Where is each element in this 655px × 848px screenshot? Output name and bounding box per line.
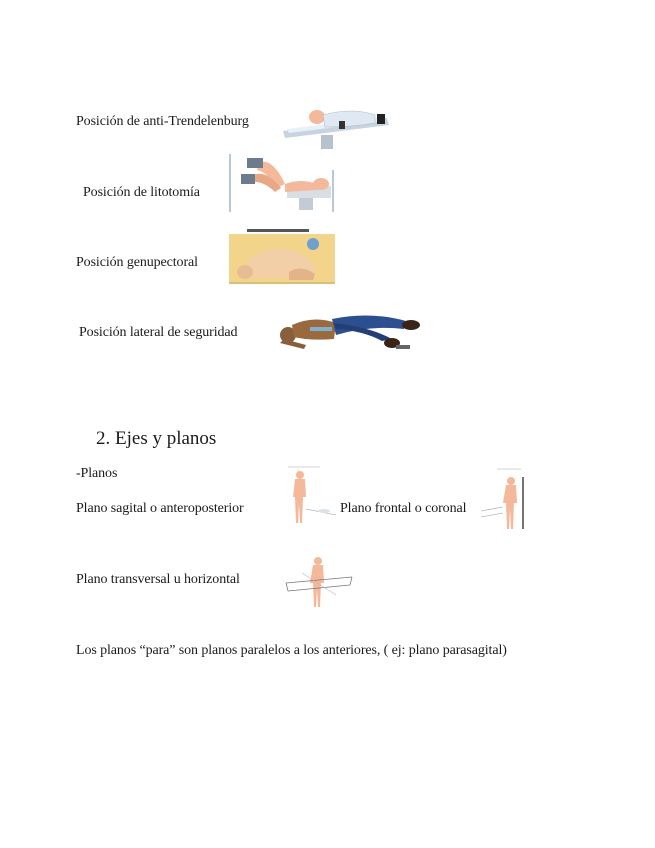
frontal-plane-illustration [479,467,529,539]
anti-trendelenburg-illustration [283,103,391,151]
plane-label-transversal: Plano transversal u horizontal [76,572,240,587]
position-label-anti-trendelenburg: Posición de anti-Trendelenburg [76,114,249,129]
lithotomy-illustration [229,152,335,214]
plane-label-frontal: Plano frontal o coronal [340,501,467,516]
recovery-position-illustration [274,305,426,353]
section-subheading: -Planos [76,466,118,481]
position-label-lateral-seguridad: Posición lateral de seguridad [79,325,238,340]
transverse-plane-illustration [282,553,356,611]
knee-chest-illustration [229,228,335,286]
position-label-genupectoral: Posición genupectoral [76,255,198,270]
plane-label-sagital: Plano sagital o anteroposterior [76,501,244,516]
planes-para-note: Los planos “para” son planos paralelos a los anteriores, ( ej: plano parasagital) [76,643,507,658]
position-label-litotomia: Posición de litotomía [83,185,200,200]
sagittal-plane-illustration [284,463,340,531]
section-heading: 2. Ejes y planos [96,428,217,449]
